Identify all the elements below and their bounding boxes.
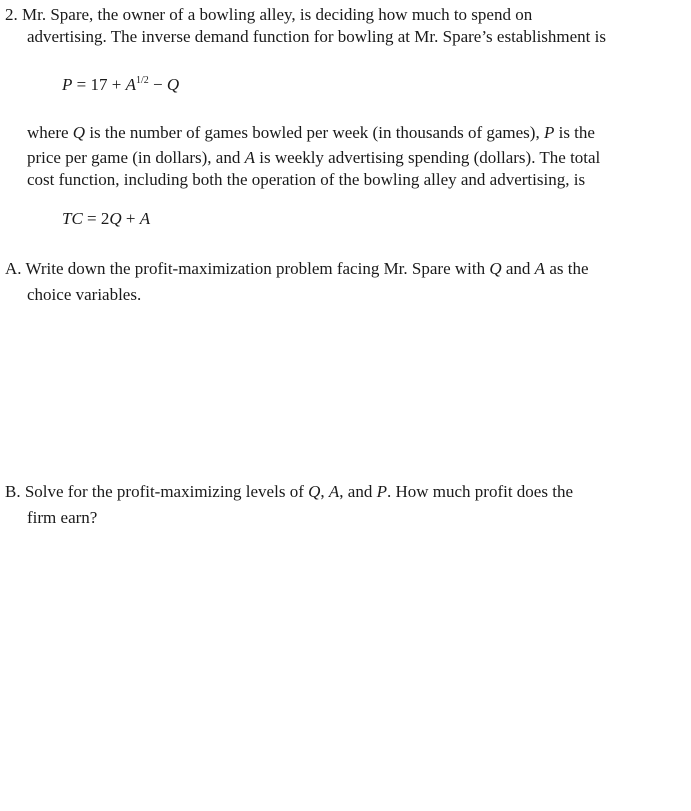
demand-eq-exponent: 1/2 <box>135 75 149 86</box>
part-b-q: Q <box>308 482 321 501</box>
part-a-text3: as the <box>545 259 589 278</box>
where-line2-a: A <box>244 148 255 167</box>
where-line1-text2: is the number of games bowled per week (in thousands of games), <box>85 123 544 142</box>
where-line2-text2: is weekly advertising spending (dollars). The total <box>255 148 601 167</box>
problem-intro-line2: advertising. The inverse demand function for bowling at Mr. Spare’s establishment is <box>27 27 606 46</box>
where-line3: cost function, including both the operation of the bowling alley and advertising, is <box>27 170 586 189</box>
demand-eq-a: A <box>125 75 136 94</box>
cost-equation <box>62 208 150 230</box>
part-a-text2: and <box>501 259 535 278</box>
demand-eq-equals: = 17 + <box>72 75 126 94</box>
part-a-q: Q <box>489 259 502 278</box>
where-line1-text3: is the <box>554 123 595 142</box>
part-b-text3: , and <box>339 482 377 501</box>
part-a-line1 <box>5 258 589 280</box>
where-line1 <box>27 122 595 144</box>
part-b-text1: B. Solve for the profit-maximizing levels of <box>5 482 309 501</box>
where-line1-q: Q <box>72 123 86 142</box>
demand-eq-lhs: P <box>62 75 73 94</box>
where-line2 <box>27 147 600 169</box>
part-b-text4: . How much profit does the <box>386 482 573 501</box>
cost-eq-lhs: TC <box>62 209 83 228</box>
demand-equation <box>62 74 179 96</box>
problem-intro-line1 <box>5 4 532 26</box>
demand-eq-q: Q <box>166 75 180 94</box>
where-line1-text1: where <box>27 123 73 142</box>
cost-eq-a: A <box>139 209 151 228</box>
part-a-a: A <box>534 259 546 278</box>
cost-eq-equals: = 2 <box>82 209 110 228</box>
where-line1-p: P <box>543 123 555 142</box>
part-b-line2: firm earn? <box>27 508 98 527</box>
where-line2-text1: price per game (in dollars), and <box>27 148 245 167</box>
part-b-p: P <box>376 482 387 501</box>
part-b-text2: , <box>320 482 329 501</box>
cost-eq-plus: + <box>121 209 140 228</box>
problem-intro-text: Mr. Spare, the owner of a bowling alley, is deciding how much to spend on <box>22 5 533 24</box>
demand-eq-minus: − <box>148 75 167 94</box>
part-b-line1 <box>5 481 573 503</box>
part-a-text1: A. Write down the profit-maximization problem facing Mr. Spare with <box>5 259 490 278</box>
cost-eq-q: Q <box>109 209 122 228</box>
problem-number: 2. <box>5 5 18 24</box>
part-b-a: A <box>328 482 340 501</box>
part-a-line2: choice variables. <box>27 285 142 304</box>
